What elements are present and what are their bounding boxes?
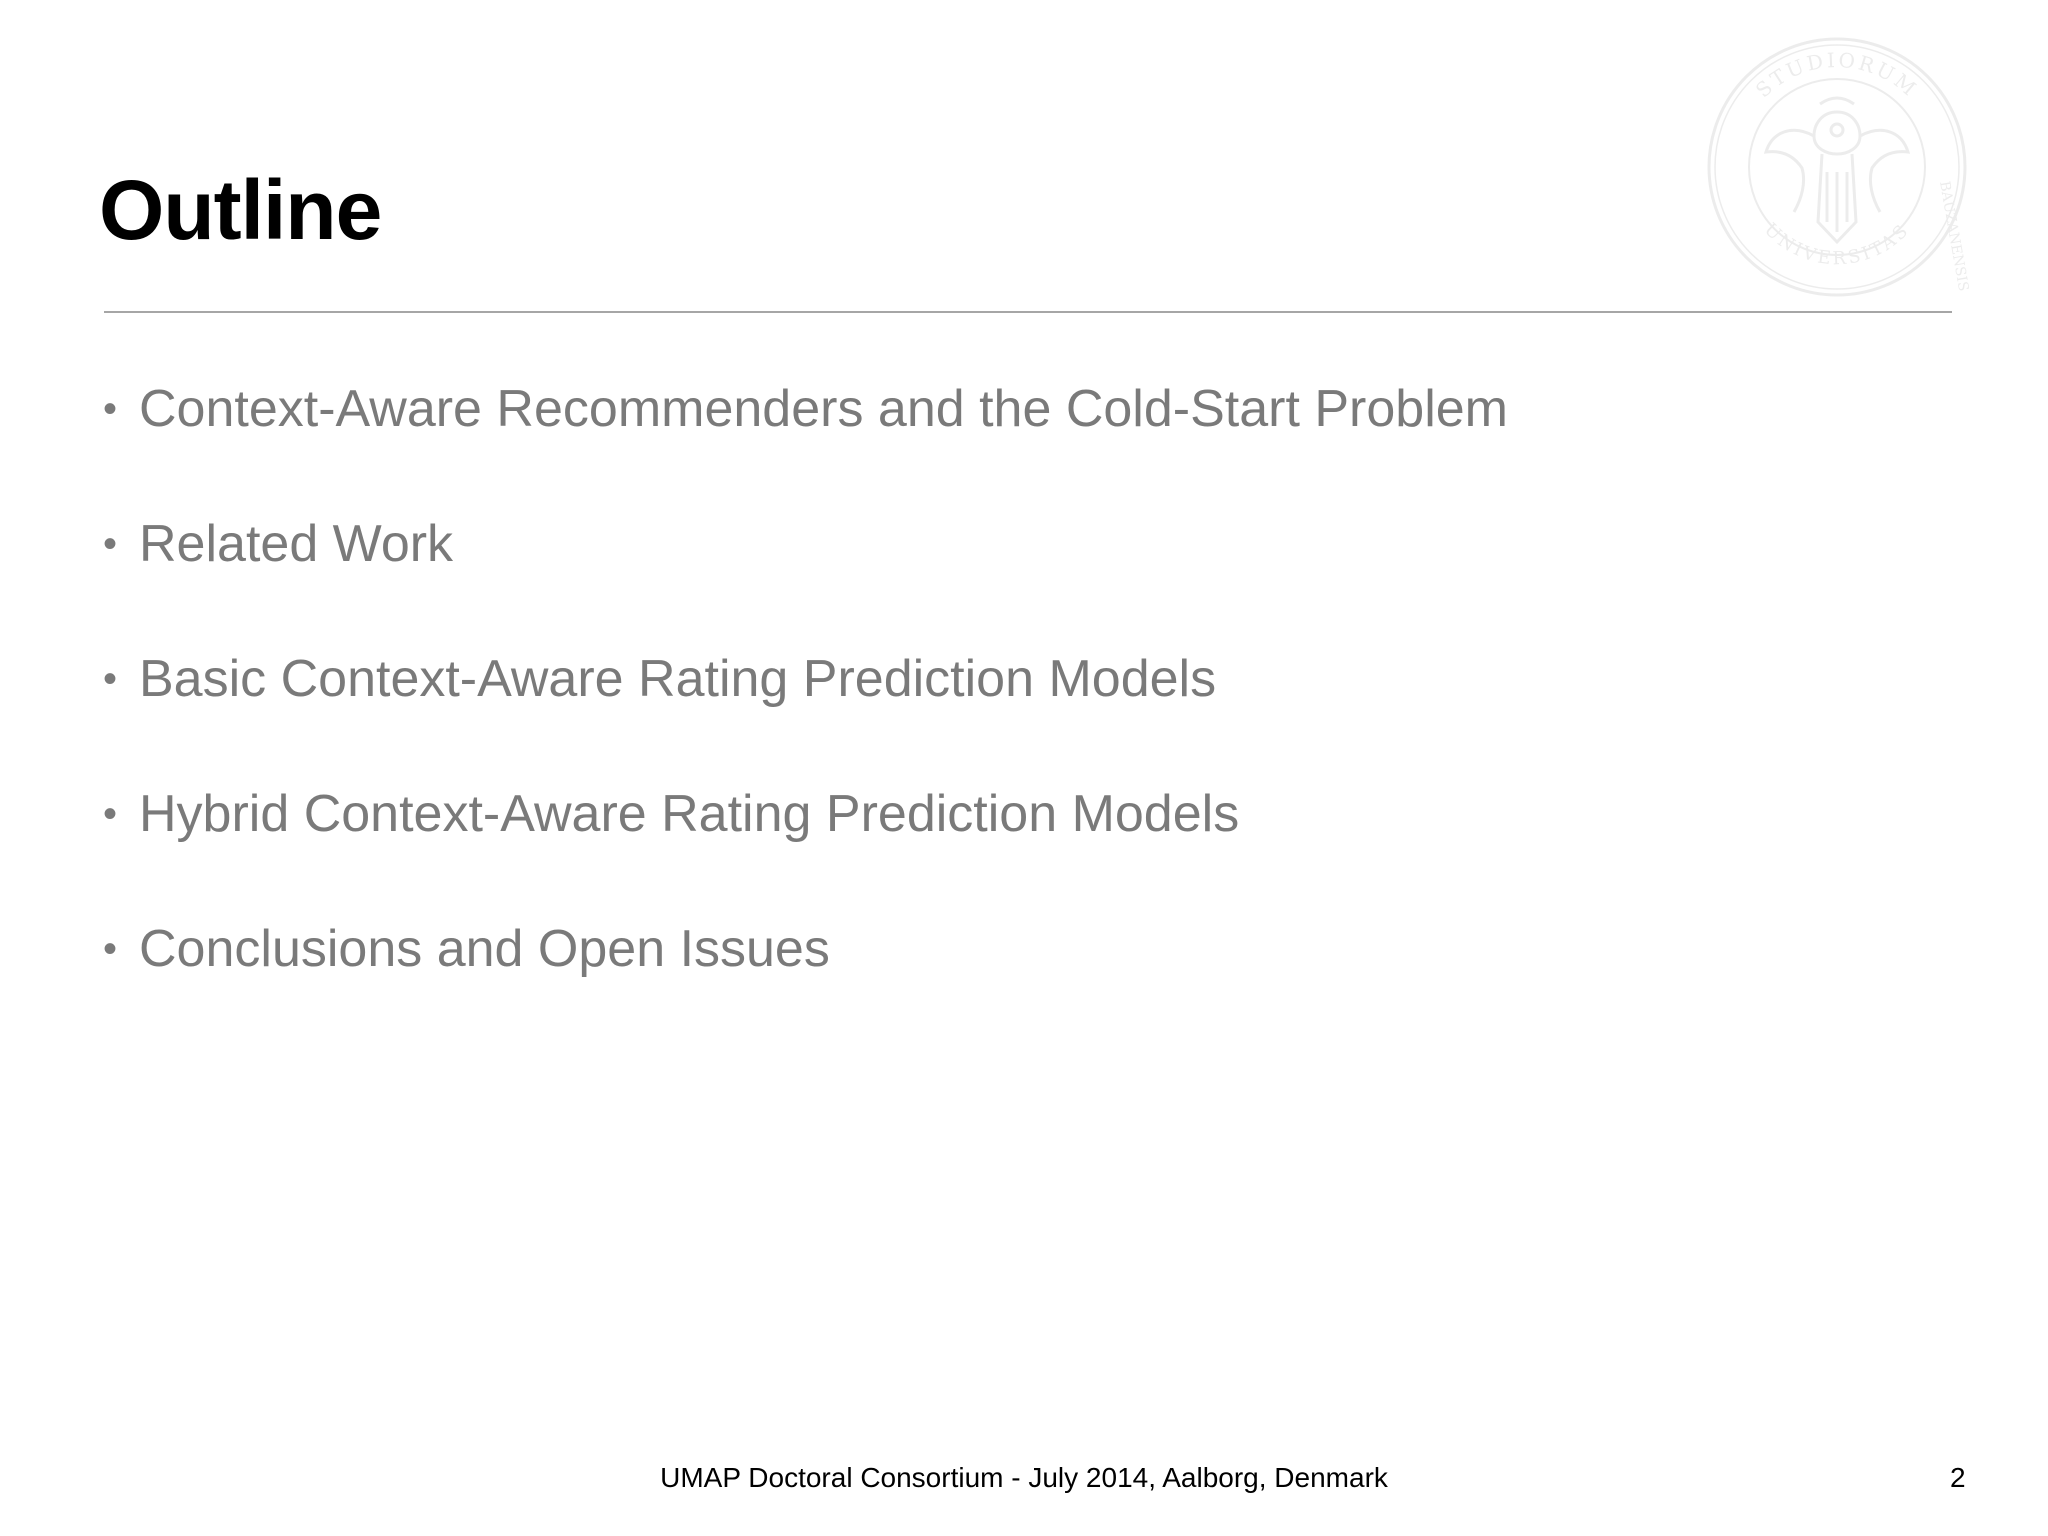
bullet-text: Related Work <box>139 515 454 573</box>
slide-footer: UMAP Doctoral Consortium - July 2014, Aalborg, Denmark <box>660 1462 1388 1493</box>
slide-title: Outline <box>99 163 382 257</box>
title-divider <box>104 311 1952 313</box>
bullet-icon: • <box>103 792 118 836</box>
bullet-icon: • <box>103 657 118 701</box>
seal-text-top: STUDIORUM <box>1750 47 1923 103</box>
bullet-text: Context-Aware Recommenders and the Cold-Start Problem <box>139 380 1508 438</box>
bullet-text: Conclusions and Open Issues <box>139 920 830 978</box>
bullet-icon: • <box>103 387 118 431</box>
seal-text-right: BAUZANENSIS <box>1936 179 1972 293</box>
university-seal-logo <box>1702 32 1972 302</box>
bullet-text: Hybrid Context-Aware Rating Prediction Models <box>139 785 1240 843</box>
bullet-icon: • <box>103 522 118 566</box>
seal-text-bottom: UNIVERSITAS <box>1759 219 1915 270</box>
bullet-icon: • <box>103 927 118 971</box>
eagle-emblem <box>1766 98 1908 242</box>
bullet-text: Basic Context-Aware Rating Prediction Models <box>139 650 1217 708</box>
page-number: 2 <box>1950 1462 1966 1493</box>
svg-text:STUDIORUM <box>1751 48 1923 103</box>
